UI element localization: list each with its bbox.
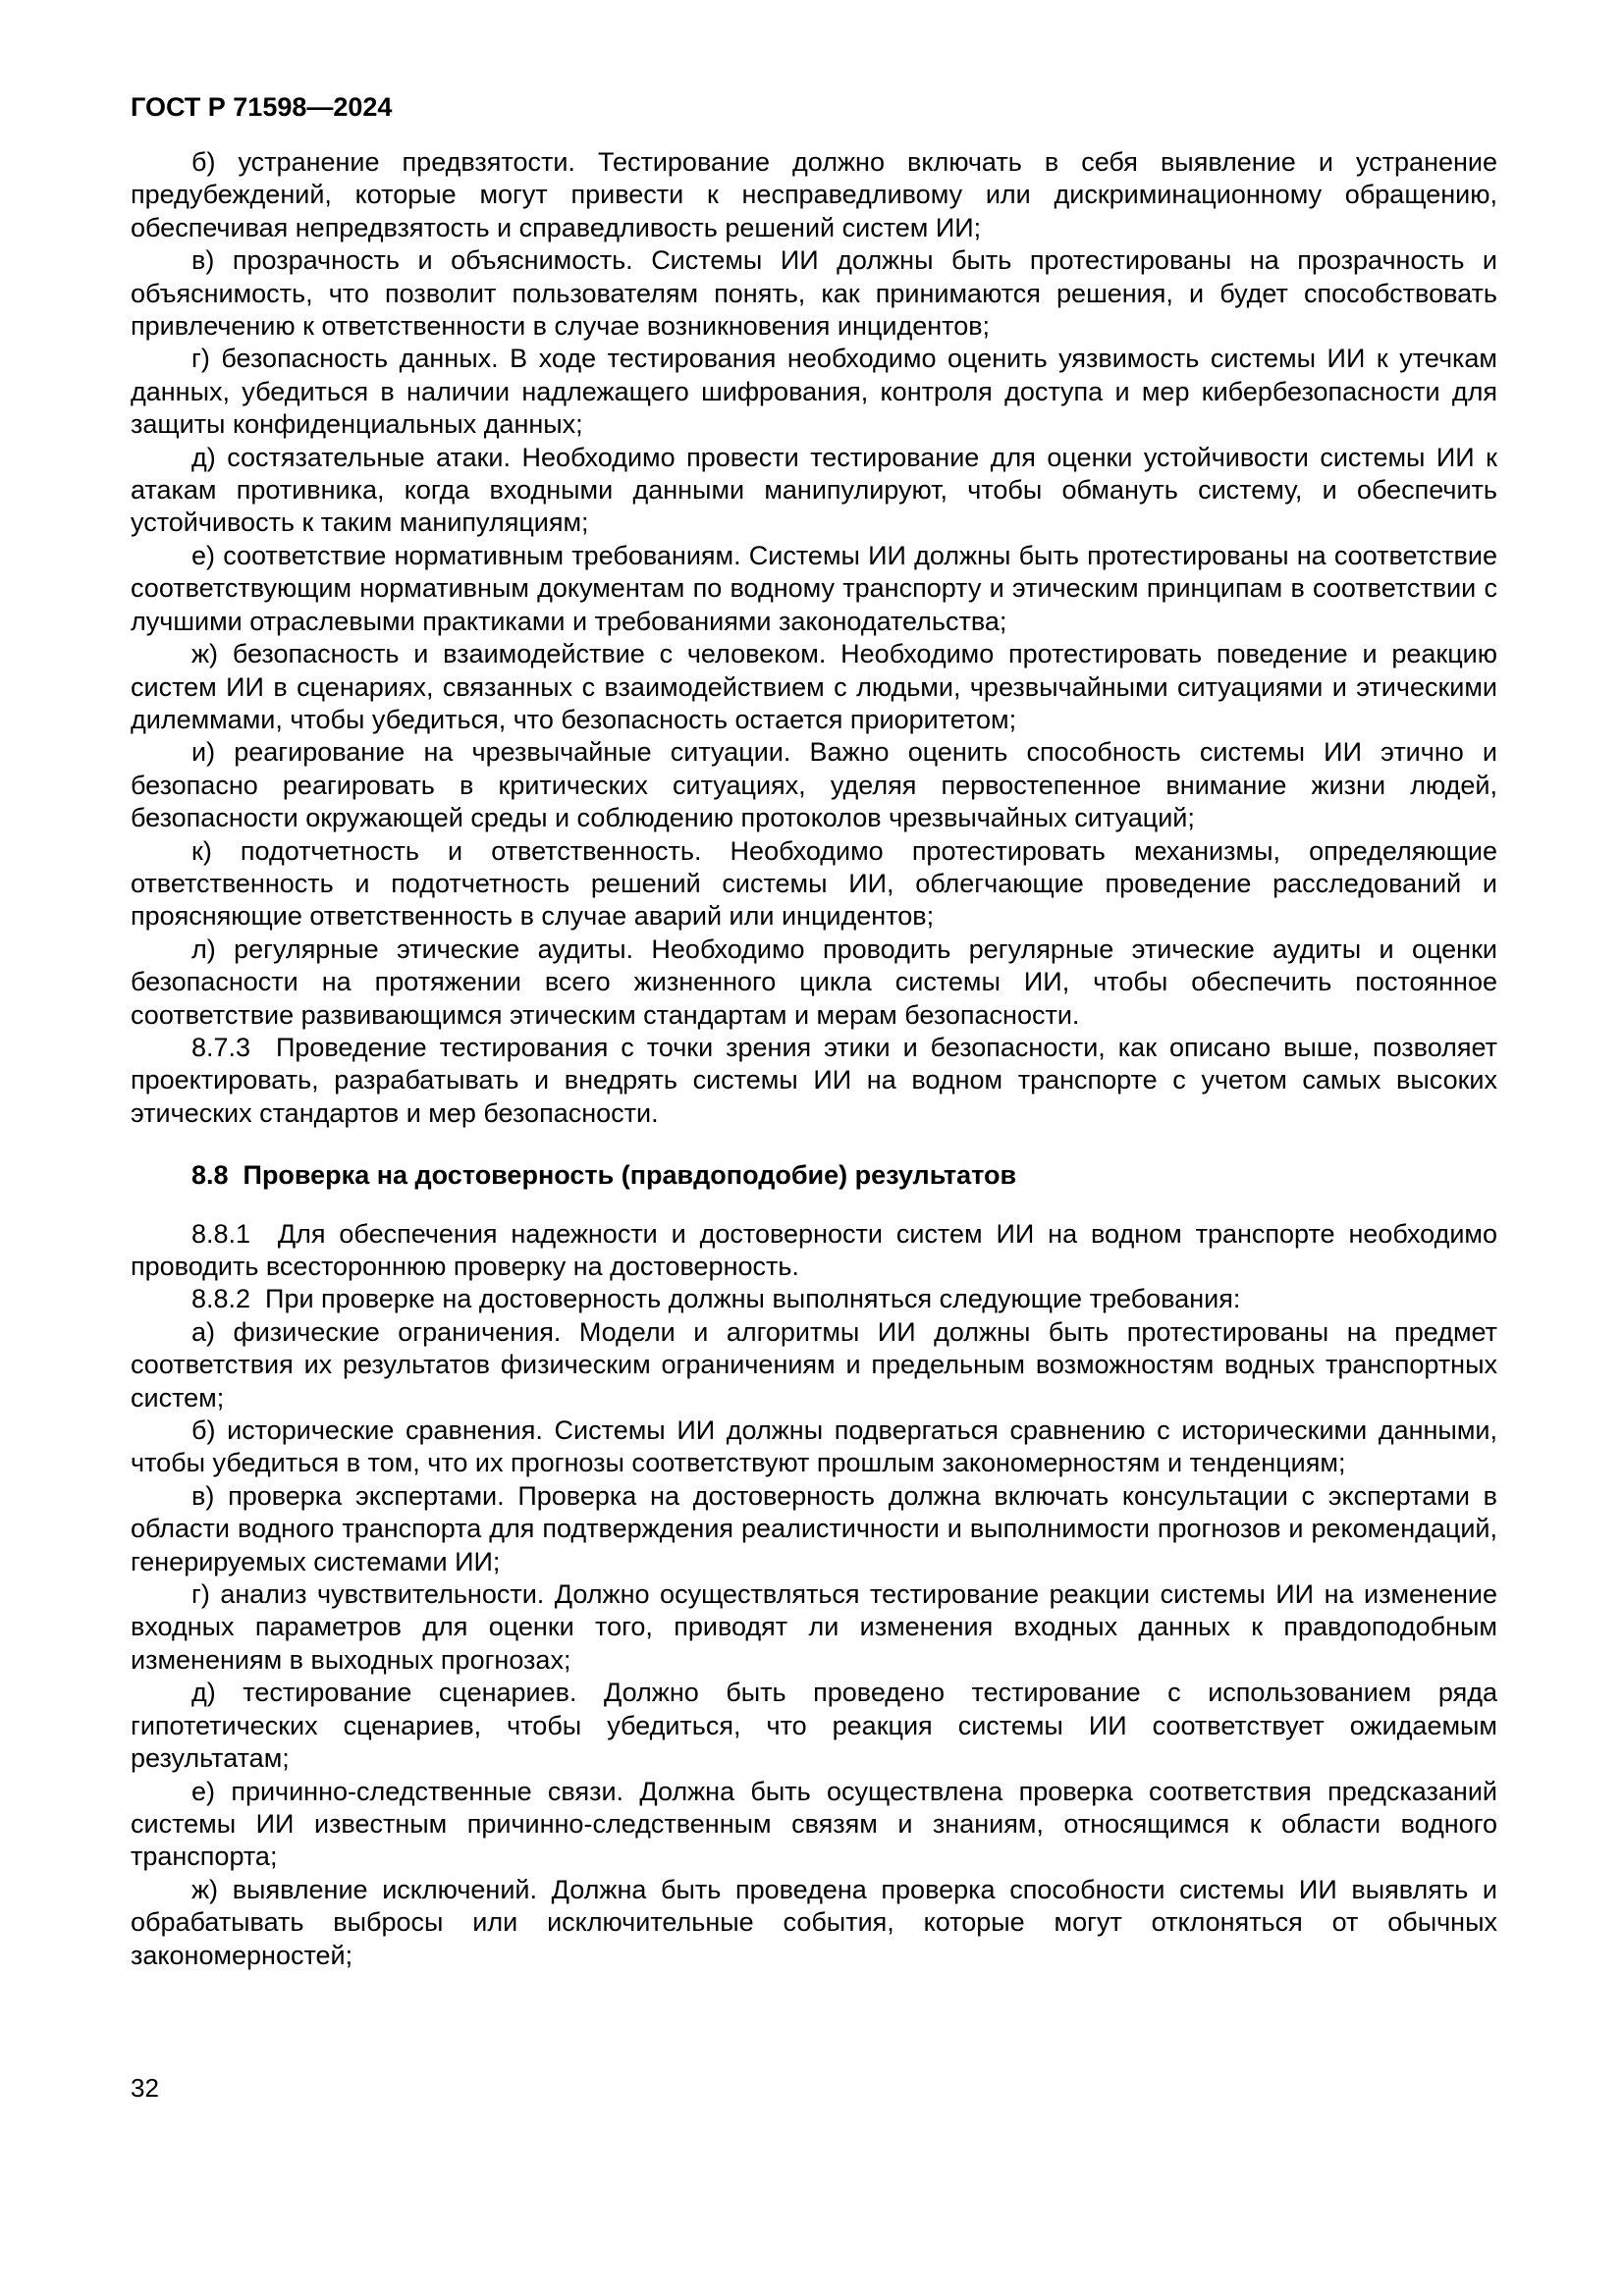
body-paragraph: д) тестирование сценариев. Должно быть проведено тестирование с использованием ряда гипотетических сценариев, чтобы убедиться, что реакция системы ИИ соответствует ожидаемым результатам; bbox=[131, 1678, 1497, 1774]
section-heading: 8.8 Проверка на достоверность (правдоподобие) результатов bbox=[191, 1160, 1017, 1191]
document-designation: ГОСТ Р 71598—2024 bbox=[131, 92, 393, 122]
body-paragraph: е) соответствие нормативным требованиям. Системы ИИ должны быть протестированы на соответствие соответствующим нормативным документам по водному транспорту и этическим принципам в соответствии с лучшими отраслевыми практиками и требованиями законодательства; bbox=[131, 540, 1497, 636]
body-paragraph: 8.8.2 При проверке на достоверность должны выполняться следующие требования: bbox=[191, 1284, 1241, 1314]
body-paragraph: к) подотчетность и ответственность. Необходимо протестировать механизмы, определяющие ответственность и подотчетность решений системы ИИ, облегчающие проведение расследований и проясняющие ответственность в случае аварий или инцидентов; bbox=[131, 835, 1497, 932]
body-paragraph: г) безопасность данных. В ходе тестирования необходимо оценить уязвимость системы ИИ к утечкам данных, убедиться в наличии надлежащего шифрования, контроля доступа и мер кибербезопасности для защиты конфиденциальных данных; bbox=[131, 344, 1497, 440]
body-paragraph: 8.8.1 Для обеспечения надежности и достоверности систем ИИ на водном транспорте необходимо проводить всестороннюю проверку на достоверность. bbox=[131, 1218, 1497, 1281]
document-body bbox=[131, 146, 1497, 1972]
page-number: 32 bbox=[131, 2073, 159, 2103]
body-paragraph: е) причинно-следственные связи. Должна быть осуществлена проверка соответствия предсказаний системы ИИ известным причинно-следственным связям и знаниям, относящимся к области водного транспорта; bbox=[131, 1776, 1497, 1872]
body-paragraph: и) реагирование на чрезвычайные ситуации. Важно оценить способность системы ИИ этично и безопасно реагировать в критических ситуациях, уделяя первостепенное внимание жизни людей, безопасности окружающей среды и соблюдению протоколов чрезвычайных ситуаций; bbox=[131, 737, 1497, 833]
body-paragraph: г) анализ чувствительности. Должно осуществляться тестирование реакции системы ИИ на изменение входных параметров для оценки того, приводят ли изменения входных данных к правдоподобным изменениям в выходных прогнозах; bbox=[131, 1579, 1497, 1675]
body-paragraph: в) проверка экспертами. Проверка на достоверность должна включать консультации с экспертами в области водного транспорта для подтверждения реалистичности и выполнимости прогнозов и рекомендаций, генерируемых системами ИИ; bbox=[131, 1480, 1497, 1576]
body-paragraph: ж) выявление исключений. Должна быть проведена проверка способности системы ИИ выявлять и обрабатывать выбросы или исключительные события, которые могут отклоняться от обычных закономерностей; bbox=[131, 1874, 1497, 1970]
body-paragraph: в) прозрачность и объяснимость. Системы ИИ должны быть протестированы на прозрачность и объяснимость, что позволит пользователям понять, как принимаются решения, и будет способствовать привлечению к ответственности в случае возникновения инцидентов; bbox=[131, 245, 1497, 342]
body-paragraph: ж) безопасность и взаимодействие с человеком. Необходимо протестировать поведение и реакцию систем ИИ в сценариях, связанных с взаимодействием с людьми, чрезвычайными ситуациями и этическими дилеммами, чтобы убедиться, что безопасность остается приоритетом; bbox=[131, 639, 1497, 734]
body-paragraph: л) регулярные этические аудиты. Необходимо проводить регулярные этические аудиты и оценки безопасности на протяжении всего жизненного цикла системы ИИ, чтобы обеспечить постоянное соответствие развивающимся этическим стандартам и мерам безопасности. bbox=[131, 934, 1497, 1030]
body-paragraph: б) устранение предвзятости. Тестирование должно включать в себя выявление и устранение предубеждений, которые могут привести к несправедливому или дискриминационному обращению, обеспечивая непредвзятость и справедливость решений систем ИИ; bbox=[131, 147, 1497, 242]
body-paragraph: 8.7.3 Проведение тестирования с точки зрения этики и безопасности, как описано выше, позволяет проектировать, разрабатывать и внедрять системы ИИ на водном транспорте с учетом самых высоких этических стандартов и мер безопасности. bbox=[131, 1032, 1497, 1128]
body-paragraph: а) физические ограничения. Модели и алгоритмы ИИ должны быть протестированы на предмет соответствия их результатов физическим ограничениям и предельным возможностям водных транспортных систем; bbox=[131, 1316, 1497, 1413]
body-paragraph: д) состязательные атаки. Необходимо провести тестирование для оценки устойчивости системы ИИ к атакам противника, когда входными данными манипулируют, чтобы обмануть систему, и обеспечить устойчивость к таким манипуляциям; bbox=[131, 442, 1497, 538]
body-paragraph: б) исторические сравнения. Системы ИИ должны подвергаться сравнению с историческими данными, чтобы убедиться в том, что их прогнозы соответствуют прошлым закономерностям и тенденциям; bbox=[131, 1415, 1497, 1478]
